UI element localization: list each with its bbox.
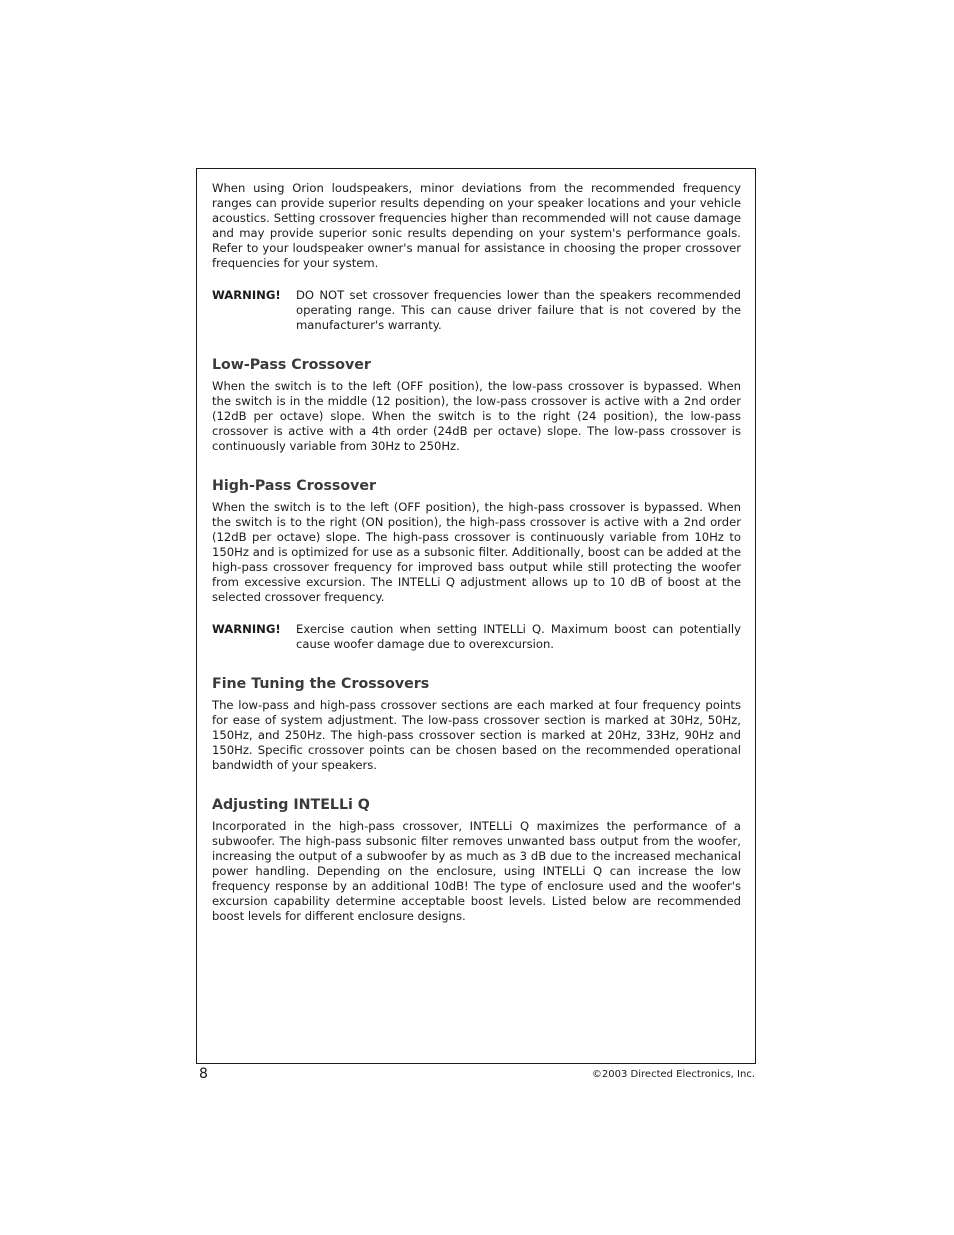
finetuning-heading: Fine Tuning the Crossovers: [212, 676, 430, 692]
warning-text: DO NOT set crossover frequencies lower than the speakers recommended operating range. This can cause driver failure that is not covered by the manufacturer's warranty.: [296, 288, 741, 332]
highpass-paragraph: When the switch is to the left (OFF position), the high-pass crossover is bypassed. When the switch is to the right (ON position), the high-pass crossover is active with a 2nd order (12dB per octave) slope. The high-pass crossover is continuously variable from 10Hz to 150Hz and is optimized for use as a subsonic filter. Additionally, boost can be added at the high-pass crossover frequency for improved bass output while still protecting the woofer from excessive excursion. The INTELLi Q adjustment allows up to 10 dB of boost at the selected crossover frequency.: [212, 500, 741, 604]
warning-text: Exercise caution when setting INTELLi Q. Maximum boost can potentially cause woofer damage due to overexcursion.: [296, 622, 741, 651]
highpass-heading: High-Pass Crossover: [212, 478, 376, 494]
lowpass-paragraph: When the switch is to the left (OFF position), the low-pass crossover is bypassed. When the switch is in the middle (12 position), the low-pass crossover is active with a 2nd order (12dB per octave) slope. When the switch is to the right (24 position), the low-pass crossover is active with a 4th order (24dB per octave) slope. The low-pass crossover is continuously variable from 30Hz to 250Hz.: [212, 379, 741, 453]
intro-paragraph: When using Orion loudspeakers, minor deviations from the recommended frequency ranges can provide superior results depending on your speaker locations and your vehicle acoustics. Setting crossover frequencies higher than recommended will not cause damage and may provide superior sonic results depending on your system's performance goals. Refer to your loudspeaker owner's manual for assistance in choosing the proper crossover frequencies for your system.: [212, 181, 741, 270]
intelliq-paragraph: Incorporated in the high-pass crossover, INTELLi Q maximizes the performance of a subwoofer. The high-pass subsonic filter removes unwanted bass output from the woofer, increasing the output of a subwoofer by as much as 3 dB due to the increased mechanical power handling. Depending on the enclosure, using INTELLi Q can increase the low frequency response by an additional 10dB! The type of enclosure used and the woofer's excursion capability determine acceptable boost levels. Listed below are recommended boost levels for different enclosure designs.: [212, 819, 741, 923]
warning-note-2: [212, 622, 741, 652]
lowpass-heading: Low-Pass Crossover: [212, 357, 371, 373]
page-frame: [196, 168, 756, 1064]
warning-note-1: [212, 288, 741, 333]
warning-label: WARNING!: [212, 288, 281, 302]
intelliq-heading: Adjusting INTELLi Q: [212, 797, 370, 813]
page-number: 8: [199, 1066, 208, 1082]
copyright: ©2003 Directed Electronics, Inc.: [591, 1069, 755, 1080]
finetuning-paragraph: The low-pass and high-pass crossover sections are each marked at four frequency points for ease of system adjustment. The low-pass crossover section is marked at 30Hz, 50Hz, 150Hz, and 250Hz. The high-pass crossover section is marked at 20Hz, 33Hz, 90Hz and 150Hz. Specific crossover points can be chosen based on the recommended operational bandwidth of your speakers.: [212, 698, 741, 772]
warning-label: WARNING!: [212, 622, 281, 636]
